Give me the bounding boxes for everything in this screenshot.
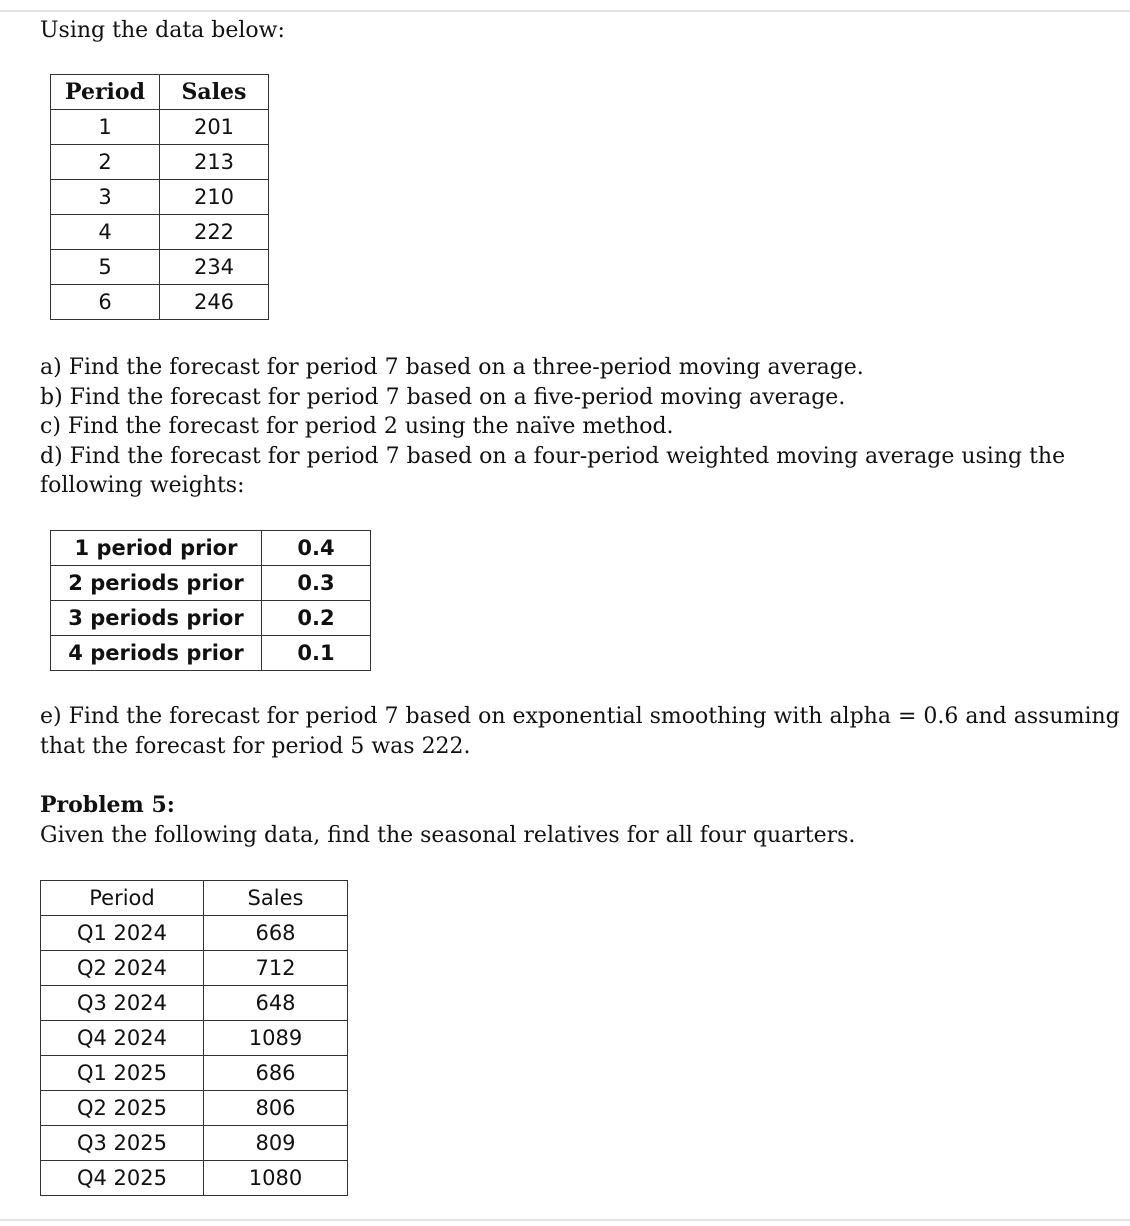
question-e-line2: that the forecast for period 5 was 222. [40, 734, 471, 759]
column-header-sales: Sales [204, 881, 348, 916]
problem5-text: Given the following data, find the seasonal relatives for all four quarters. [40, 823, 856, 848]
period-cell: Q3 2025 [41, 1126, 204, 1161]
table-row [41, 1126, 348, 1161]
weight-label-cell: 1 period prior [51, 531, 262, 566]
intro-text: Using the data below: [40, 18, 285, 43]
top-divider [0, 10, 1130, 12]
column-header-sales: Sales [160, 75, 269, 110]
table-row [51, 285, 269, 320]
period-cell: Q2 2024 [41, 951, 204, 986]
sales-cell: 210 [160, 180, 269, 215]
sales-cell: 1089 [204, 1021, 348, 1056]
sales-cell: 712 [204, 951, 348, 986]
table-row [41, 951, 348, 986]
column-header-period: Period [51, 75, 160, 110]
period-cell: Q3 2024 [41, 986, 204, 1021]
column-header-period: Period [41, 881, 204, 916]
period-cell: 1 [51, 110, 160, 145]
question-a: a) Find the forecast for period 7 based on a three-period moving average. [40, 355, 864, 380]
table-row [41, 1091, 348, 1126]
problem5-heading: Problem 5: [40, 792, 175, 818]
sales-cell: 234 [160, 250, 269, 285]
table-row [41, 1021, 348, 1056]
table-row [41, 1161, 348, 1196]
table-row [51, 531, 371, 566]
sales-table [50, 74, 269, 320]
weight-value-cell: 0.1 [262, 636, 371, 671]
table-row [51, 215, 269, 250]
question-d-line2: following weights: [40, 473, 245, 498]
weights-table [50, 530, 371, 671]
weight-value-cell: 0.2 [262, 601, 371, 636]
period-cell: 4 [51, 215, 160, 250]
period-cell: 2 [51, 145, 160, 180]
table-row [51, 636, 371, 671]
sales-cell: 648 [204, 986, 348, 1021]
weight-label-cell: 3 periods prior [51, 601, 262, 636]
sales-cell: 246 [160, 285, 269, 320]
weight-label-cell: 2 periods prior [51, 566, 262, 601]
sales-cell: 686 [204, 1056, 348, 1091]
sales-cell: 809 [204, 1126, 348, 1161]
period-cell: 6 [51, 285, 160, 320]
table-header-row [41, 881, 348, 916]
weight-value-cell: 0.3 [262, 566, 371, 601]
table-row [51, 250, 269, 285]
question-d-line1: d) Find the forecast for period 7 based on a four-period weighted moving average using the [40, 444, 1066, 469]
period-cell: 3 [51, 180, 160, 215]
question-b: b) Find the forecast for period 7 based on a five-period moving average. [40, 385, 846, 410]
table-header-row [51, 75, 269, 110]
period-cell: Q4 2025 [41, 1161, 204, 1196]
table-row [51, 566, 371, 601]
table-row [41, 1056, 348, 1091]
question-e-line1: e) Find the forecast for period 7 based on exponential smoothing with alpha = 0.6 and assuming [40, 704, 1120, 729]
bottom-divider [0, 1219, 1130, 1221]
table-row [51, 110, 269, 145]
table-row [51, 180, 269, 215]
period-cell: Q1 2024 [41, 916, 204, 951]
period-cell: 5 [51, 250, 160, 285]
period-cell: Q1 2025 [41, 1056, 204, 1091]
weight-value-cell: 0.4 [262, 531, 371, 566]
sales-cell: 213 [160, 145, 269, 180]
table-row [51, 145, 269, 180]
period-cell: Q4 2024 [41, 1021, 204, 1056]
table-row [41, 986, 348, 1021]
sales-cell: 806 [204, 1091, 348, 1126]
sales-cell: 668 [204, 916, 348, 951]
period-cell: Q2 2025 [41, 1091, 204, 1126]
seasonal-table [40, 880, 348, 1196]
table-row [41, 916, 348, 951]
weight-label-cell: 4 periods prior [51, 636, 262, 671]
sales-cell: 1080 [204, 1161, 348, 1196]
sales-cell: 201 [160, 110, 269, 145]
sales-cell: 222 [160, 215, 269, 250]
table-row [51, 601, 371, 636]
question-c: c) Find the forecast for period 2 using the naïve method. [40, 414, 674, 439]
